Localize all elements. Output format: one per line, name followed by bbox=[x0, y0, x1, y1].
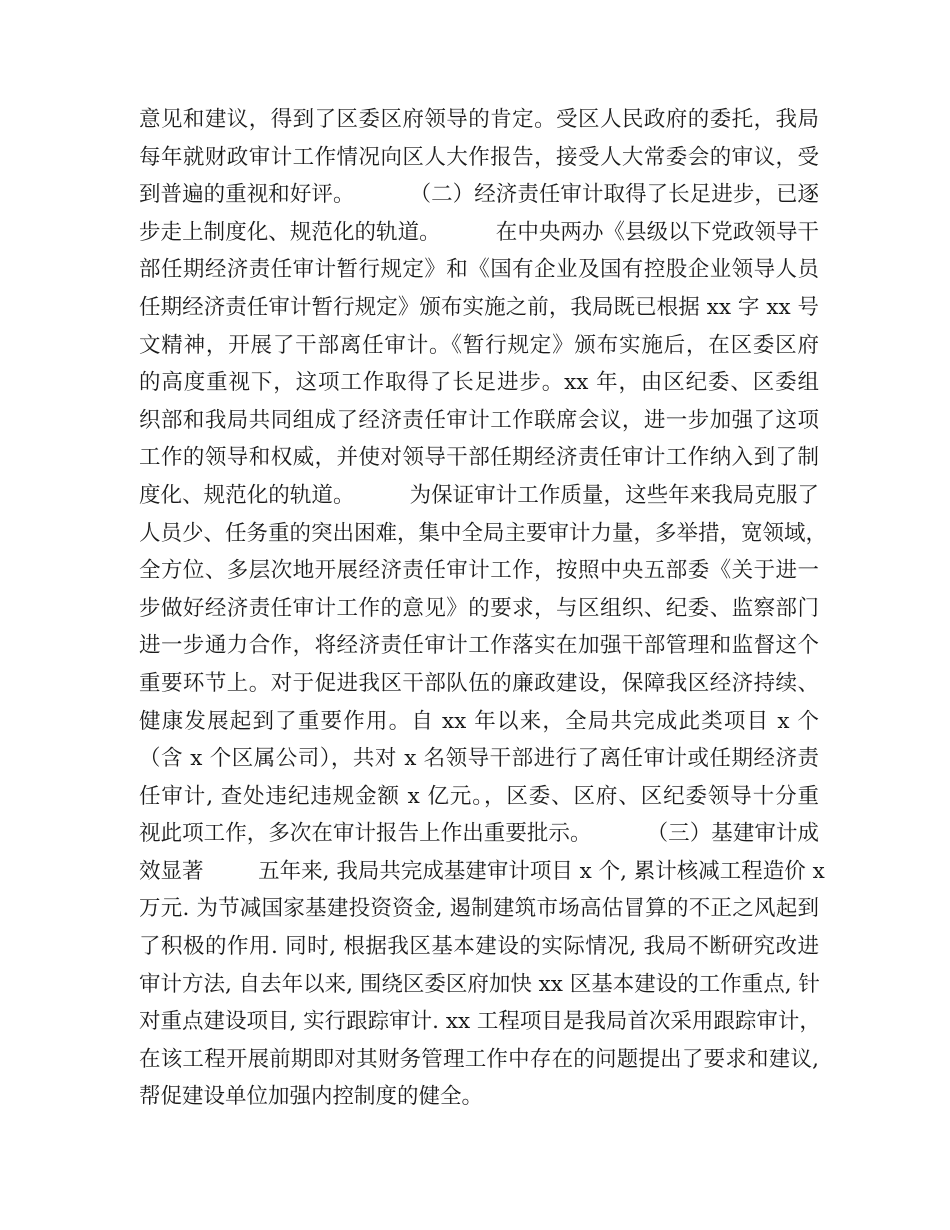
text-line: 步做好经济责任审计工作的意见》的要求，与区组织、纪委、监察部门 bbox=[139, 595, 819, 621]
text-line: 人员少、任务重的突出困难，集中全局主要审计力量，多举措，宽领域， bbox=[139, 520, 828, 546]
text-line: 对重点建设项目, 实行跟踪审计. xx 工程项目是我局首次采用跟踪审计， bbox=[139, 1009, 821, 1035]
text-line: 帮促建设单位加强内控制度的健全。 bbox=[139, 1084, 484, 1110]
text-line: 到普遍的重视和好评。 （二）经济责任审计取得了长足进步，已逐 bbox=[139, 182, 819, 208]
text-line: 了积极的作用. 同时, 根据我区基本建设的实际情况, 我局不断研究改进 bbox=[139, 934, 819, 960]
text-line: 万元. 为节减国家基建投资资金, 遏制建筑市场高估冒算的不正之风起到 bbox=[139, 896, 819, 922]
text-line: 步走上制度化、规范化的轨道。 在中央两办《县级以下党政领导干 bbox=[139, 219, 819, 245]
text-line: 织部和我局共同组成了经济责任审计工作联席会议，进一步加强了这项 bbox=[139, 407, 819, 433]
body-text bbox=[139, 101, 828, 1116]
text-line: 重要环节上。对于促进我区干部队伍的廉政建设，保障我区经济持续、 bbox=[139, 670, 819, 696]
text-line: 意见和建议，得到了区委区府领导的肯定。受区人民政府的委托，我局 bbox=[139, 107, 819, 132]
text-line: 工作的领导和权威，并使对领导干部任期经济责任审计工作纳入到了制 bbox=[139, 445, 819, 471]
text-line: 任审计, 查处违纪违规金额 x 亿元。，区委、区府、区纪委领导十分重 bbox=[139, 783, 819, 809]
text-line: （含 x 个区属公司），共对 x 名领导干部进行了离任审计或任期经济责 bbox=[139, 746, 819, 772]
text-line: 文精神，开展了干部离任审计。《暂行规定》颁布实施后，在区委区府 bbox=[139, 332, 819, 358]
text-line: 视此项工作，多次在审计报告上作出重要批示。 （三）基建审计成 bbox=[139, 821, 819, 847]
text-line: 任期经济责任审计暂行规定》颁布实施之前，我局既已根据 xx 字 xx 号 bbox=[139, 294, 819, 320]
text-line: 的高度重视下，这项工作取得了长足进步。xx 年，由区纪委、区委组 bbox=[139, 370, 819, 396]
text-line: 在该工程开展前期即对其财务管理工作中存在的问题提出了要求和建议, bbox=[139, 1046, 819, 1072]
text-line: 效显著 五年来, 我局共完成基建审计项目 x 个, 累计核减工程造价 x bbox=[139, 858, 825, 884]
text-line: 全方位、多层次地开展经济责任审计工作，按照中央五部委《关于进一 bbox=[139, 558, 819, 584]
text-line: 健康发展起到了重要作用。自 xx 年以来，全局共完成此类项目 x 个 bbox=[139, 708, 819, 734]
text-line: 度化、规范化的轨道。 为保证审计工作质量，这些年来我局克服了 bbox=[139, 482, 819, 508]
text-line: 进一步通力合作，将经济责任审计工作落实在加强干部管理和监督这个 bbox=[139, 633, 819, 659]
text-line: 审计方法, 自去年以来, 围绕区委区府加快 xx 区基本建设的工作重点, 针 bbox=[139, 971, 820, 997]
text-line: 部任期经济责任审计暂行规定》和《国有企业及国有控股企业领导人员 bbox=[139, 257, 819, 283]
text-line: 每年就财政审计工作情况向区人大作报告，接受人大常委会的审议，受 bbox=[139, 144, 819, 170]
